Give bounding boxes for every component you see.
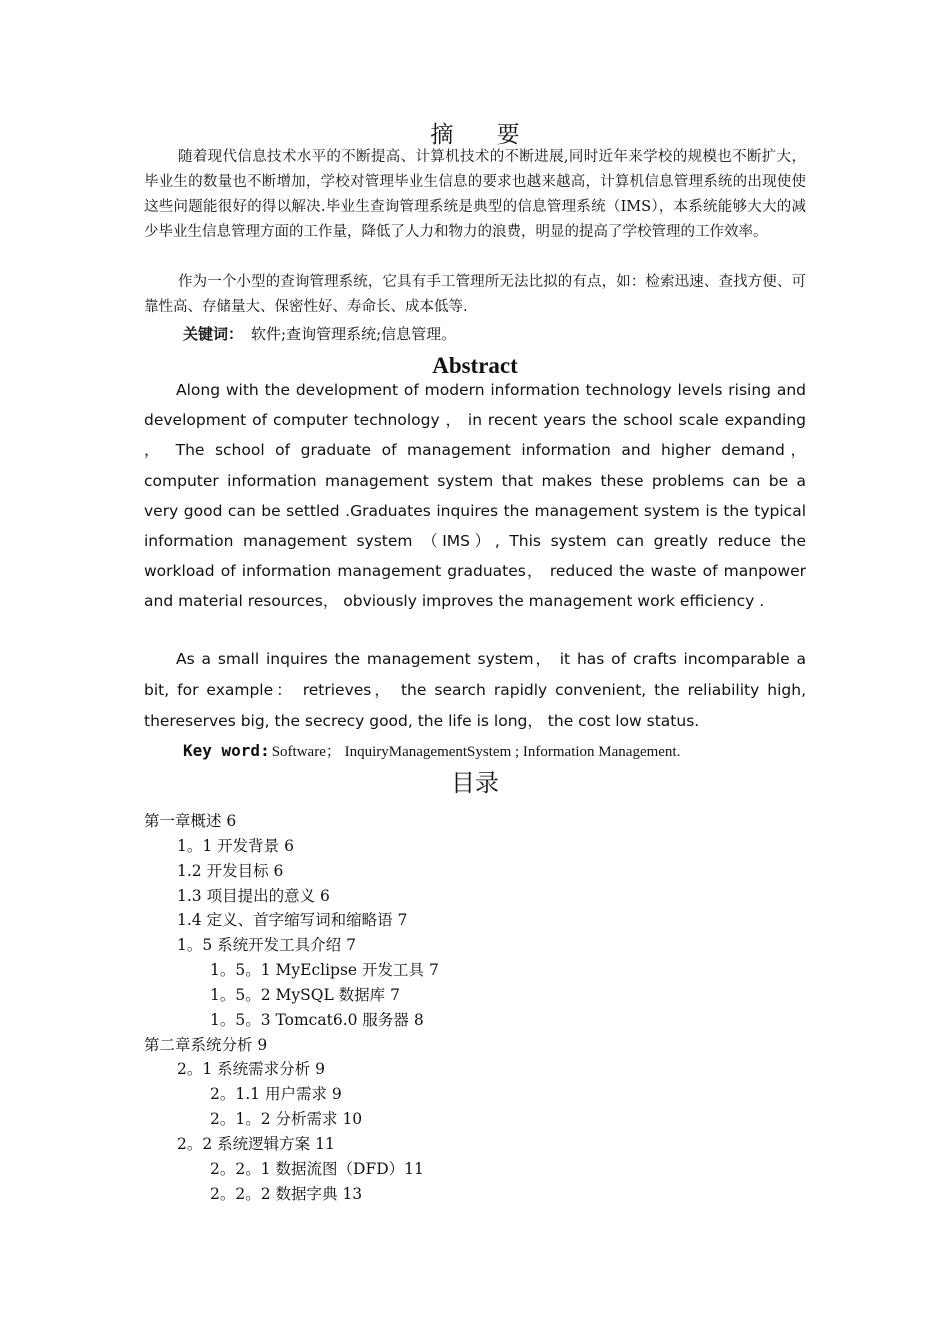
abstract-zh-title: 摘 要 — [430, 122, 538, 148]
keywords-zh — [183, 322, 456, 346]
toc-entry[interactable]: 1.4 定义、首字缩写词和缩略语 7 — [177, 911, 408, 930]
keywords-en-label: Key word: — [183, 741, 270, 760]
toc-entry[interactable]: 1.2 开发目标 6 — [177, 861, 284, 880]
toc-entry[interactable]: 第二章系统分析 9 — [144, 1035, 268, 1054]
toc-entry[interactable]: 第一章概述 6 — [144, 812, 237, 830]
toc-entry[interactable]: 1.3 项目提出的意义 6 — [177, 886, 330, 905]
abstract-en-title: Abstract — [432, 353, 518, 378]
toc-entry[interactable]: 2。2。2 数据字典 13 — [210, 1184, 363, 1203]
toc-entry[interactable]: 2。2 系统逻辑方案 11 — [177, 1134, 335, 1153]
abstract-en-paragraph-2: As a small inquires the management system， it has of crafts incomparable a bit, for example： retrieves， the search rapidly convenient, the reliability high, thereserves big, the secrecy good, the life is long， the cost low status. — [144, 650, 806, 731]
keywords-en — [183, 739, 680, 764]
table-of-contents — [144, 809, 806, 1207]
keywords-en-text: Software； InquiryManagementSystem ; Information Management. — [271, 744, 681, 760]
abstract-zh-paragraph-2: 作为一个小型的查询管理系统，它具有手工管理所无法比拟的有点，如：检索迅速、查找方便、可靠性高、存储量大、保密性好、寿命长、成本低等. — [144, 274, 806, 315]
toc-entry[interactable]: 1。1 开发背景 6 — [177, 836, 294, 855]
toc-entry[interactable]: 2。1.1 用户需求 9 — [210, 1085, 342, 1104]
toc-entry[interactable]: 2。1 系统需求分析 9 — [177, 1060, 325, 1079]
keywords-zh-text: 软件;查询管理系统;信息管理。 — [251, 325, 457, 343]
toc-title: 目录 — [451, 769, 499, 797]
abstract-zh-paragraph-1: 随着现代信息技术水平的不断提高、计算机技术的不断进展,同时近年来学校的规模也不断扩大，毕业生的数量也不断增加，学校对管理毕业生信息的要求也越来越高，计算机信息管理系统的出现使使这些问题能很好的得以解决.毕业生查询管理系统是典型的信息管理系统（IMS），本系统能够大大的减少毕业生信息管理方面的工作量，降低了人力和物力的浪费，明显的提高了学校管理的工作效率。 — [144, 149, 806, 240]
toc-entry[interactable]: 1。5。2 MySQL 数据库 7 — [210, 985, 400, 1004]
abstract-en-paragraph-1: Along with the development of modern information technology levels rising and development of computer technology ， in recent years the school scale expanding ， The school of graduate of management information and higher demand，computer information management system that makes these problems can be a very good can be settled .Graduates inquires the management system is the typical information management system （IMS）, This system can greatly reduce the workload of information management graduates， reduced the waste of manpower and material resources， obviously improves the management work efficiency . — [144, 381, 806, 611]
toc-entry[interactable]: 1。5。1 MyEclipse 开发工具 7 — [210, 961, 439, 980]
toc-entry[interactable]: 1。5。3 Tomcat6.0 服务器 8 — [210, 1010, 424, 1029]
toc-entry[interactable]: 2。2。1 数据流图（DFD）11 — [210, 1159, 424, 1178]
keywords-zh-label: 关键词： — [183, 325, 244, 343]
toc-entry[interactable]: 2。1。2 分析需求 10 — [210, 1110, 363, 1129]
toc-entry[interactable]: 1。5 系统开发工具介绍 7 — [177, 936, 356, 955]
